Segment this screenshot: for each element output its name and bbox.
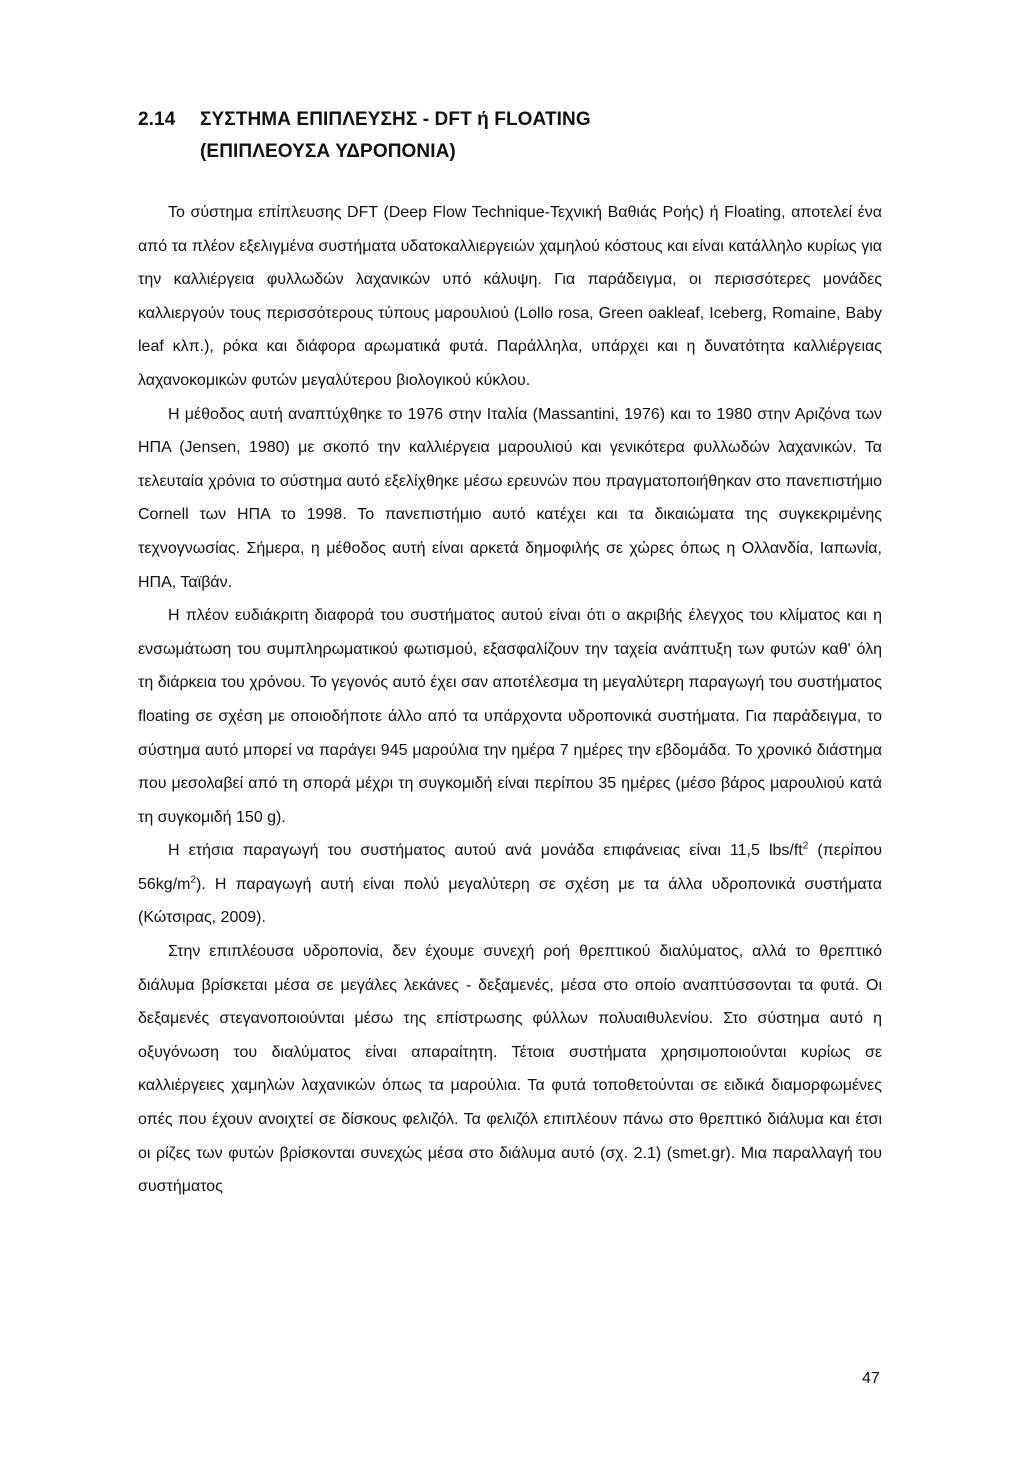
paragraph-4-part-2: (περίπου 56kg/m (138, 842, 883, 893)
superscript-2: 2 (190, 874, 197, 886)
section-heading (138, 104, 898, 168)
paragraph-1: Το σύστημα επίπλευσης DFT (Deep Flow Technique-Τεχνική Βαθιάς Ροής) ή Floating, αποτελεί ένα από τα πλέον εξελιγμένα συστήματα υδατοκαλλιεργειών χαμηλού κόστους και είναι κατάλληλο κυρίως για την καλλιέργεια φυλλωδών λαχανικών υπό κάλυψη. Για παράδειγμα, οι περισσότερες μονάδες καλλιεργούν τους περισσότερους τύπους μαρουλιού (Lollo rosa, Green oakleaf, Iceberg, Romaine, Baby leaf κλπ.), ρόκα και διάφορα αρωματικά φυτά. Παράλληλα, υπάρχει και η δυνατότητα καλλιέργειας λαχανοκομικών φυτών μεγαλύτερου βιολογικού κύκλου. (138, 204, 882, 389)
page-number: 47 (862, 1370, 880, 1387)
heading-line-1 (138, 104, 898, 136)
paragraph-5: Στην επιπλέουσα υδροπονία, δεν έχουμε συνεχή ροή θρεπτικού διαλύματος, αλλά το θρεπτικό διάλυμα βρίσκεται μέσα σε μεγάλες λεκάνες - δεξαμενές, μέσα στο οποίο αναπτύσσονται τα φυτά. Οι δεξαμενές στεγανοποιούνται μέσω της επίστρωσης φύλλων πολυαιθυλενίου. Στο σύστημα αυτό η οξυγόνωση του διαλύματος είναι απαραίτητη. Τέτοια συστήματα χρησιμοποιούνται κυρίως σε καλλιέργειες χαμηλών λαχανικών όπως τα μαρούλια. Τα φυτά τοποθετούνται σε ειδικά διαμορφωμένες οπές που έχουν ανοιχτεί σε δίσκους φελιζόλ. Τα φελιζόλ επιπλέουν πάνω στο θρεπτικό διάλυμα και έτσι οι ρίζες των φυτών βρίσκονται συνεχώς μέσα στο διάλυμα αυτό (σχ. 2.1) (smet.gr). Μια παραλλαγή του συστήματος (138, 943, 882, 1196)
paragraph-4-part-3: ). Η παραγωγή αυτή είναι πολύ μεγαλύτερη σε σχέση με τα άλλα υδροπονικά συστήματα (Κώτσιρας, 2009). (138, 875, 882, 927)
paragraph-4-part-1: Η ετήσια παραγωγή του συστήματος αυτού ανά μονάδα επιφάνειας είναι 11,5 lbs/ft (168, 842, 803, 860)
section-number: 2.14 (138, 109, 176, 130)
paragraph-3: Η πλέον ευδιάκριτη διαφορά του συστήματος αυτού είναι ότι ο ακριβής έλεγχος του κλίματος και η ενσωμάτωση του συμπληρωματικού φωτισμού, εξασφαλίζουν την ταχεία ανάπτυξη των φυτών καθ' όλη τη διάρκεια του χρόνου. Το γεγονός αυτό έχει σαν αποτέλεσμα τη μεγαλύτερη παραγωγή του συστήματος floating σε σχέση με οποιοδήποτε άλλο από τα υπάρχοντα υδροπονικά συστήματα. Για παράδειγμα, το σύστημα αυτό μπορεί να παράγει 945 μαρούλια την ημέρα 7 ημέρες την εβδομάδα. Το χρονικό διάστημα που μεσολαβεί από τη σπορά μέχρι τη συγκομιδή είναι περίπου 35 ημέρες (μέσο βάρος μαρουλιού κατά τη συγκομιδή 150 g). (138, 607, 882, 826)
section-subtitle: (ΕΠΙΠΛΕΟΥΣΑ ΥΔΡΟΠΟΝΙΑ) (200, 141, 456, 162)
body-text (138, 196, 882, 1204)
section-title: ΣΥΣΤΗΜΑ ΕΠΙΠΛΕΥΣΗΣ - DFT ή FLOATING (200, 109, 591, 130)
paragraph-4 (138, 834, 882, 935)
paragraph-2: Η μέθοδος αυτή αναπτύχθηκε το 1976 στην Ιταλία (Massantini, 1976) και το 1980 στην Αριζόνα των ΗΠΑ (Jensen, 1980) με σκοπό την καλλιέργεια μαρουλιού και γενικότερα φυλλωδών λαχανικών. Τα τελευταία χρόνια το σύστημα αυτό εξελίχθηκε μέσω ερευνών που πραγματοποιήθηκαν στο πανεπιστήμιο Cornell των ΗΠΑ το 1998. Το πανεπιστήμιο αυτό κατέχει και τα δικαιώματα της συγκεκριμένης τεχνογνωσίας. Σήμερα, η μέθοδος αυτή είναι αρκετά δημοφιλής σε χώρες όπως η Ολλανδία, Ιαπωνία, ΗΠΑ, Ταϊβάν. (138, 405, 882, 591)
superscript-2: 2 (802, 840, 809, 852)
